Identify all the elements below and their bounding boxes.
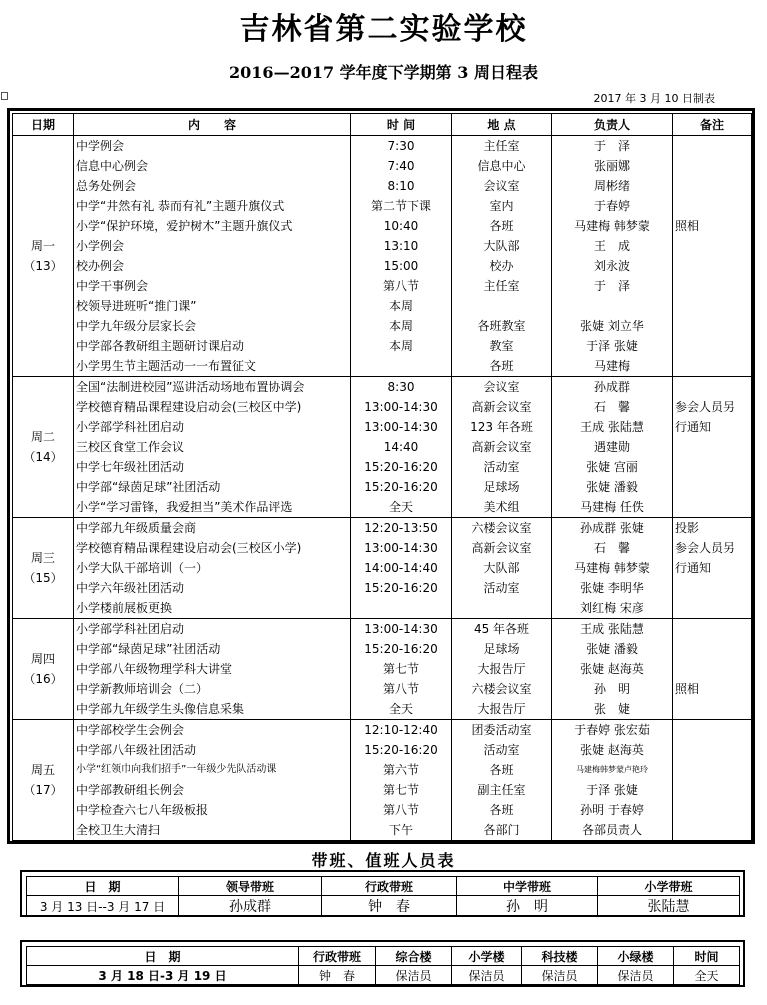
duty-table-2-row bbox=[27, 966, 740, 985]
content-cell bbox=[74, 720, 351, 841]
event-note bbox=[673, 598, 751, 618]
event-place: 高新会议室 bbox=[471, 440, 532, 454]
event-place: 各班 bbox=[489, 219, 514, 233]
event-time: 第七节 bbox=[382, 662, 419, 676]
event-note: 投影 bbox=[675, 521, 700, 535]
event-time: 13:00-14:30 bbox=[364, 400, 438, 414]
event-time: 第八节 bbox=[382, 803, 419, 817]
event-time: 15:20-16:20 bbox=[364, 743, 438, 757]
event-place: 各班 bbox=[489, 359, 514, 373]
duty2-header-tech-bldg: 科技楼 bbox=[522, 947, 598, 966]
duty2-header-green-bldg: 小绿楼 bbox=[598, 947, 674, 966]
duty-table-1 bbox=[26, 876, 740, 917]
event-note bbox=[673, 437, 751, 457]
event-time bbox=[351, 598, 451, 618]
schedule-subtitle: 2016—2017 学年度下学期第 3 周日程表 bbox=[229, 63, 538, 82]
day-cell bbox=[13, 377, 74, 518]
event-note bbox=[673, 296, 751, 316]
event-note: 行通知 bbox=[675, 561, 712, 575]
event-person: 张婕 赵海英 bbox=[580, 662, 644, 676]
event-person: 孙 明 bbox=[593, 682, 630, 696]
day-row bbox=[13, 619, 752, 720]
event-place: 校办 bbox=[489, 259, 514, 273]
event-person: 于泽 张婕 bbox=[586, 783, 638, 797]
event-person: 张婕 刘立华 bbox=[580, 319, 644, 333]
event-note bbox=[673, 196, 751, 216]
event-time: 15:20-16:20 bbox=[364, 642, 438, 656]
event-person: 王成 张陆慧 bbox=[580, 420, 644, 434]
week-number: （14） bbox=[23, 450, 63, 464]
duty2-header-primary-bldg: 小学楼 bbox=[452, 947, 522, 966]
event-content: 中学部“绿茵足球”社团活动 bbox=[76, 642, 221, 656]
event-place: 活动室 bbox=[483, 743, 520, 757]
week-number: （15） bbox=[23, 571, 63, 585]
event-person: 王 成 bbox=[593, 239, 630, 253]
day-name: 周一 bbox=[30, 239, 55, 253]
event-place: 室内 bbox=[489, 199, 514, 213]
event-note bbox=[673, 619, 751, 639]
event-note: 照相 bbox=[675, 219, 700, 233]
event-content: 小学男生节主题活动一一布置征文 bbox=[76, 359, 257, 373]
event-note: 参会人员另 bbox=[675, 541, 736, 555]
person-cell bbox=[552, 518, 673, 619]
event-place: 高新会议室 bbox=[471, 400, 532, 414]
place-cell bbox=[452, 518, 552, 619]
event-place: 各班教室 bbox=[477, 319, 526, 333]
event-time bbox=[351, 356, 451, 376]
event-person: 遇建勋 bbox=[593, 440, 630, 454]
place-cell bbox=[452, 720, 552, 841]
content-cell bbox=[74, 518, 351, 619]
event-content: 中学部教研组长例会 bbox=[76, 783, 185, 797]
event-place: 大报告厅 bbox=[477, 662, 526, 676]
day-row bbox=[13, 518, 752, 619]
event-place: 各班 bbox=[489, 763, 514, 777]
event-time: 15:00 bbox=[383, 259, 419, 273]
duty2-complex: 保洁员 bbox=[376, 966, 452, 985]
duty2-time: 全天 bbox=[674, 966, 740, 985]
event-note bbox=[673, 497, 751, 517]
duty2-tech-bldg: 保洁员 bbox=[522, 966, 598, 985]
event-note: 参会人员另 bbox=[675, 400, 736, 414]
event-place: 足球场 bbox=[483, 642, 520, 656]
note-cell bbox=[673, 136, 752, 377]
day-name: 周五 bbox=[30, 763, 55, 777]
event-note bbox=[673, 740, 751, 760]
event-time: 本周 bbox=[388, 299, 413, 313]
event-time: 本周 bbox=[388, 319, 413, 333]
time-cell bbox=[351, 136, 452, 377]
event-note bbox=[673, 156, 751, 176]
anchor-marker-icon bbox=[1, 92, 8, 100]
event-content: 小学“红领巾向我们招手”一年级少先队活动课 bbox=[76, 764, 277, 775]
event-note bbox=[673, 457, 751, 477]
event-note bbox=[673, 760, 751, 780]
event-note bbox=[673, 578, 751, 598]
header-content: 内 容 bbox=[74, 114, 351, 136]
duty-table-1-header bbox=[27, 877, 740, 896]
event-time: 12:10-12:40 bbox=[364, 723, 438, 737]
event-person: 张婕 潘毅 bbox=[586, 642, 638, 656]
event-note bbox=[673, 256, 751, 276]
event-place: 高新会议室 bbox=[471, 541, 532, 555]
event-content: 信息中心例会 bbox=[76, 159, 149, 173]
event-person bbox=[552, 296, 672, 316]
duty1-header-middle: 中学带班 bbox=[457, 877, 598, 896]
event-note bbox=[673, 699, 751, 719]
content-cell bbox=[74, 619, 351, 720]
event-place: 六楼会议室 bbox=[471, 521, 532, 535]
event-note bbox=[673, 659, 751, 679]
event-person: 张婕 宫丽 bbox=[586, 460, 638, 474]
event-note bbox=[673, 276, 751, 296]
event-place: 各部门 bbox=[483, 823, 520, 837]
event-content: 小学例会 bbox=[76, 239, 125, 253]
duty2-admin: 钟 春 bbox=[299, 966, 376, 985]
event-content: 中学检查六七八年级板报 bbox=[76, 803, 209, 817]
event-content: 全国“法制进校园”巡讲活动场地布置协调会 bbox=[76, 380, 305, 394]
duty1-admin: 钟 春 bbox=[322, 896, 457, 917]
event-content: 学校德育精品课程建设启动会(三校区小学) bbox=[76, 541, 302, 555]
header-day: 日期 bbox=[13, 114, 74, 136]
event-time: 第二节下课 bbox=[370, 199, 431, 213]
event-place: 活动室 bbox=[483, 581, 520, 595]
header-note: 备注 bbox=[673, 114, 752, 136]
event-content: 中学部“绿茵足球”社团活动 bbox=[76, 480, 221, 494]
day-cell bbox=[13, 619, 74, 720]
duty2-header-admin: 行政带班 bbox=[299, 947, 376, 966]
event-time: 全天 bbox=[388, 702, 413, 716]
header-person: 负责人 bbox=[552, 114, 673, 136]
event-person: 马建梅 韩梦蒙 bbox=[574, 561, 650, 575]
duty2-header-time: 时间 bbox=[674, 947, 740, 966]
event-time: 14:00-14:40 bbox=[364, 561, 438, 575]
person-cell bbox=[552, 619, 673, 720]
event-place: 活动室 bbox=[483, 460, 520, 474]
event-content: 中学“井然有礼 恭而有礼”主题升旗仪式 bbox=[76, 199, 285, 213]
note-cell bbox=[673, 720, 752, 841]
day-cell bbox=[13, 518, 74, 619]
event-time: 15:20-16:20 bbox=[364, 480, 438, 494]
event-person: 各部员责人 bbox=[581, 823, 642, 837]
event-time: 15:20-16:20 bbox=[364, 581, 438, 595]
event-place: 主任室 bbox=[483, 279, 520, 293]
event-person: 张 婕 bbox=[593, 702, 630, 716]
content-cell bbox=[74, 136, 351, 377]
event-content: 校领导进班听“推门课” bbox=[76, 299, 197, 313]
event-time: 8:10 bbox=[387, 179, 415, 193]
event-time: 7:40 bbox=[387, 159, 415, 173]
duty2-header-complex: 综合楼 bbox=[376, 947, 452, 966]
event-place: 六楼会议室 bbox=[471, 682, 532, 696]
event-note bbox=[673, 176, 751, 196]
event-person: 于春婷 张宏茹 bbox=[574, 723, 650, 737]
school-title: 吉林省第二实验学校 bbox=[239, 12, 528, 47]
event-place: 大报告厅 bbox=[477, 702, 526, 716]
event-time: 14:40 bbox=[383, 440, 419, 454]
place-cell bbox=[452, 619, 552, 720]
event-person: 石 馨 bbox=[593, 541, 630, 555]
event-content: 中学例会 bbox=[76, 139, 125, 153]
event-place: 美术组 bbox=[483, 500, 520, 514]
event-time: 13:00-14:30 bbox=[364, 541, 438, 555]
event-place: 主任室 bbox=[483, 139, 520, 153]
event-person: 于 泽 bbox=[593, 139, 630, 153]
event-content: 小学楼前展板更换 bbox=[76, 601, 173, 615]
event-place: 团委活动室 bbox=[471, 723, 532, 737]
duty1-header-leader: 领导带班 bbox=[179, 877, 322, 896]
event-time: 第七节 bbox=[382, 783, 419, 797]
week-number: （17） bbox=[23, 783, 63, 797]
duty1-primary: 张陆慧 bbox=[598, 896, 740, 917]
event-person: 张婕 李明华 bbox=[580, 581, 644, 595]
event-person: 石 馨 bbox=[593, 400, 630, 414]
event-place: 教室 bbox=[489, 339, 514, 353]
event-time: 7:30 bbox=[387, 139, 415, 153]
event-place: 123 年各班 bbox=[470, 420, 533, 434]
header-time: 时 间 bbox=[351, 114, 452, 136]
day-row bbox=[13, 136, 752, 377]
event-content: 中学六年级社团活动 bbox=[76, 581, 185, 595]
person-cell bbox=[552, 377, 673, 518]
event-person: 孙成群 张婕 bbox=[580, 521, 644, 535]
duty2-primary-bldg: 保洁员 bbox=[452, 966, 522, 985]
event-place bbox=[452, 296, 551, 316]
event-place: 各班 bbox=[489, 803, 514, 817]
schedule-header-row bbox=[13, 114, 752, 136]
time-cell bbox=[351, 518, 452, 619]
event-person: 孙成群 bbox=[593, 380, 630, 394]
event-content: 中学部八年级物理学科大讲堂 bbox=[76, 662, 233, 676]
day-cell bbox=[13, 720, 74, 841]
event-content: 小学“保护环境，爱护树木”主题升旗仪式 bbox=[76, 219, 293, 233]
event-person: 马建梅韩梦蒙卢艳玲 bbox=[576, 765, 648, 774]
day-name: 周四 bbox=[30, 652, 55, 666]
event-person: 马建梅 任佚 bbox=[580, 500, 644, 514]
duty1-date: 3 月 13 日--3 月 17 日 bbox=[27, 896, 179, 917]
duty2-header-date: 日 期 bbox=[27, 947, 299, 966]
week-number: （13） bbox=[23, 259, 63, 273]
time-cell bbox=[351, 619, 452, 720]
place-cell bbox=[452, 136, 552, 377]
event-person: 周彬绪 bbox=[593, 179, 630, 193]
event-place: 信息中心 bbox=[477, 159, 526, 173]
event-person: 孙明 于春婷 bbox=[580, 803, 644, 817]
event-note bbox=[673, 336, 751, 356]
note-cell bbox=[673, 518, 752, 619]
event-note bbox=[673, 236, 751, 256]
event-time: 下午 bbox=[388, 823, 413, 837]
event-content: 中学部各教研组主题研讨课启动 bbox=[76, 339, 245, 353]
day-name: 周二 bbox=[30, 430, 55, 444]
event-note bbox=[673, 639, 751, 659]
made-date: 2017 年 3 月 10 日制表 bbox=[593, 92, 715, 105]
duty1-leader: 孙成群 bbox=[179, 896, 322, 917]
duty-table-2 bbox=[26, 946, 740, 985]
time-cell bbox=[351, 377, 452, 518]
event-content: 小学部学科社团启动 bbox=[76, 420, 185, 434]
place-cell bbox=[452, 377, 552, 518]
event-content: 中学部校学生会例会 bbox=[76, 723, 185, 737]
event-note bbox=[673, 477, 751, 497]
event-person: 张婕 赵海英 bbox=[580, 743, 644, 757]
event-place: 副主任室 bbox=[477, 783, 526, 797]
event-place: 大队部 bbox=[483, 239, 520, 253]
event-content: 全校卫生大清扫 bbox=[76, 823, 161, 837]
person-cell bbox=[552, 136, 673, 377]
event-content: 小学“学习雷锋，我爱担当”美术作品评选 bbox=[76, 500, 293, 514]
event-content: 中学新教师培训会（二） bbox=[76, 682, 209, 696]
event-content: 小学部学科社团启动 bbox=[76, 622, 185, 636]
event-note bbox=[673, 136, 751, 156]
week-number: （16） bbox=[23, 672, 63, 686]
time-cell bbox=[351, 720, 452, 841]
event-time: 第六节 bbox=[382, 763, 419, 777]
event-content: 中学部九年级质量会商 bbox=[76, 521, 197, 535]
duty1-header-admin: 行政带班 bbox=[322, 877, 457, 896]
event-person: 于春婷 bbox=[593, 199, 630, 213]
event-content: 总务处例会 bbox=[76, 179, 137, 193]
duty1-header-primary: 小学带班 bbox=[598, 877, 740, 896]
event-person: 于泽 张婕 bbox=[586, 339, 638, 353]
person-cell bbox=[552, 720, 673, 841]
event-place bbox=[452, 598, 551, 618]
event-person: 张婕 潘毅 bbox=[586, 480, 638, 494]
event-person: 刘红梅 宋彦 bbox=[580, 601, 644, 615]
event-time: 8:30 bbox=[387, 380, 415, 394]
event-time: 13:10 bbox=[383, 239, 419, 253]
event-time: 12:20-13:50 bbox=[364, 521, 438, 535]
event-place: 45 年各班 bbox=[473, 622, 530, 636]
event-time: 全天 bbox=[388, 500, 413, 514]
event-note bbox=[673, 780, 751, 800]
duty-title: 带班、值班人员表 bbox=[311, 851, 456, 870]
note-cell bbox=[673, 619, 752, 720]
event-person: 张丽娜 bbox=[593, 159, 630, 173]
event-content: 中学干事例会 bbox=[76, 279, 149, 293]
event-content: 三校区食堂工作会议 bbox=[76, 440, 185, 454]
event-person: 马建梅 韩梦蒙 bbox=[574, 219, 650, 233]
duty1-header-date: 日 期 bbox=[27, 877, 179, 896]
note-cell bbox=[673, 377, 752, 518]
event-content: 小学大队干部培训（一） bbox=[76, 561, 209, 575]
day-row bbox=[13, 377, 752, 518]
content-cell bbox=[74, 377, 351, 518]
event-content: 中学七年级社团活动 bbox=[76, 460, 185, 474]
duty-table-2-header bbox=[27, 947, 740, 966]
event-note bbox=[673, 316, 751, 336]
event-note bbox=[673, 356, 751, 376]
event-note: 照相 bbox=[675, 682, 700, 696]
event-content: 中学九年级分层家长会 bbox=[76, 319, 197, 333]
event-note bbox=[673, 377, 751, 397]
event-place: 会议室 bbox=[483, 380, 520, 394]
duty1-middle: 孙 明 bbox=[457, 896, 598, 917]
event-content: 学校德育精品课程建设启动会(三校区中学) bbox=[76, 400, 302, 414]
event-note bbox=[673, 720, 751, 740]
schedule-table bbox=[12, 113, 752, 841]
duty2-green-bldg: 保洁员 bbox=[598, 966, 674, 985]
event-time: 第八节 bbox=[382, 279, 419, 293]
event-place: 会议室 bbox=[483, 179, 520, 193]
event-content: 中学部九年级学生头像信息采集 bbox=[76, 702, 245, 716]
day-name: 周三 bbox=[30, 551, 55, 565]
event-time: 13:00-14:30 bbox=[364, 420, 438, 434]
event-time: 15:20-16:20 bbox=[364, 460, 438, 474]
event-person: 王成 张陆慧 bbox=[580, 622, 644, 636]
event-person: 马建梅 bbox=[593, 359, 630, 373]
duty-table-1-row bbox=[27, 896, 740, 917]
event-content: 中学部八年级社团活动 bbox=[76, 743, 197, 757]
duty2-date: 3 月 18 日-3 月 19 日 bbox=[27, 966, 299, 985]
event-place: 足球场 bbox=[483, 480, 520, 494]
event-time: 10:40 bbox=[383, 219, 419, 233]
event-note bbox=[673, 800, 751, 820]
event-note bbox=[673, 820, 751, 840]
header-place: 地 点 bbox=[452, 114, 552, 136]
event-note: 行通知 bbox=[675, 420, 712, 434]
event-time: 本周 bbox=[388, 339, 413, 353]
event-time: 第八节 bbox=[382, 682, 419, 696]
day-cell bbox=[13, 136, 74, 377]
event-time: 13:00-14:30 bbox=[364, 622, 438, 636]
event-person: 于 泽 bbox=[593, 279, 630, 293]
event-person: 刘永波 bbox=[593, 259, 630, 273]
event-content: 校办例会 bbox=[76, 259, 125, 273]
day-row bbox=[13, 720, 752, 841]
event-place: 大队部 bbox=[483, 561, 520, 575]
